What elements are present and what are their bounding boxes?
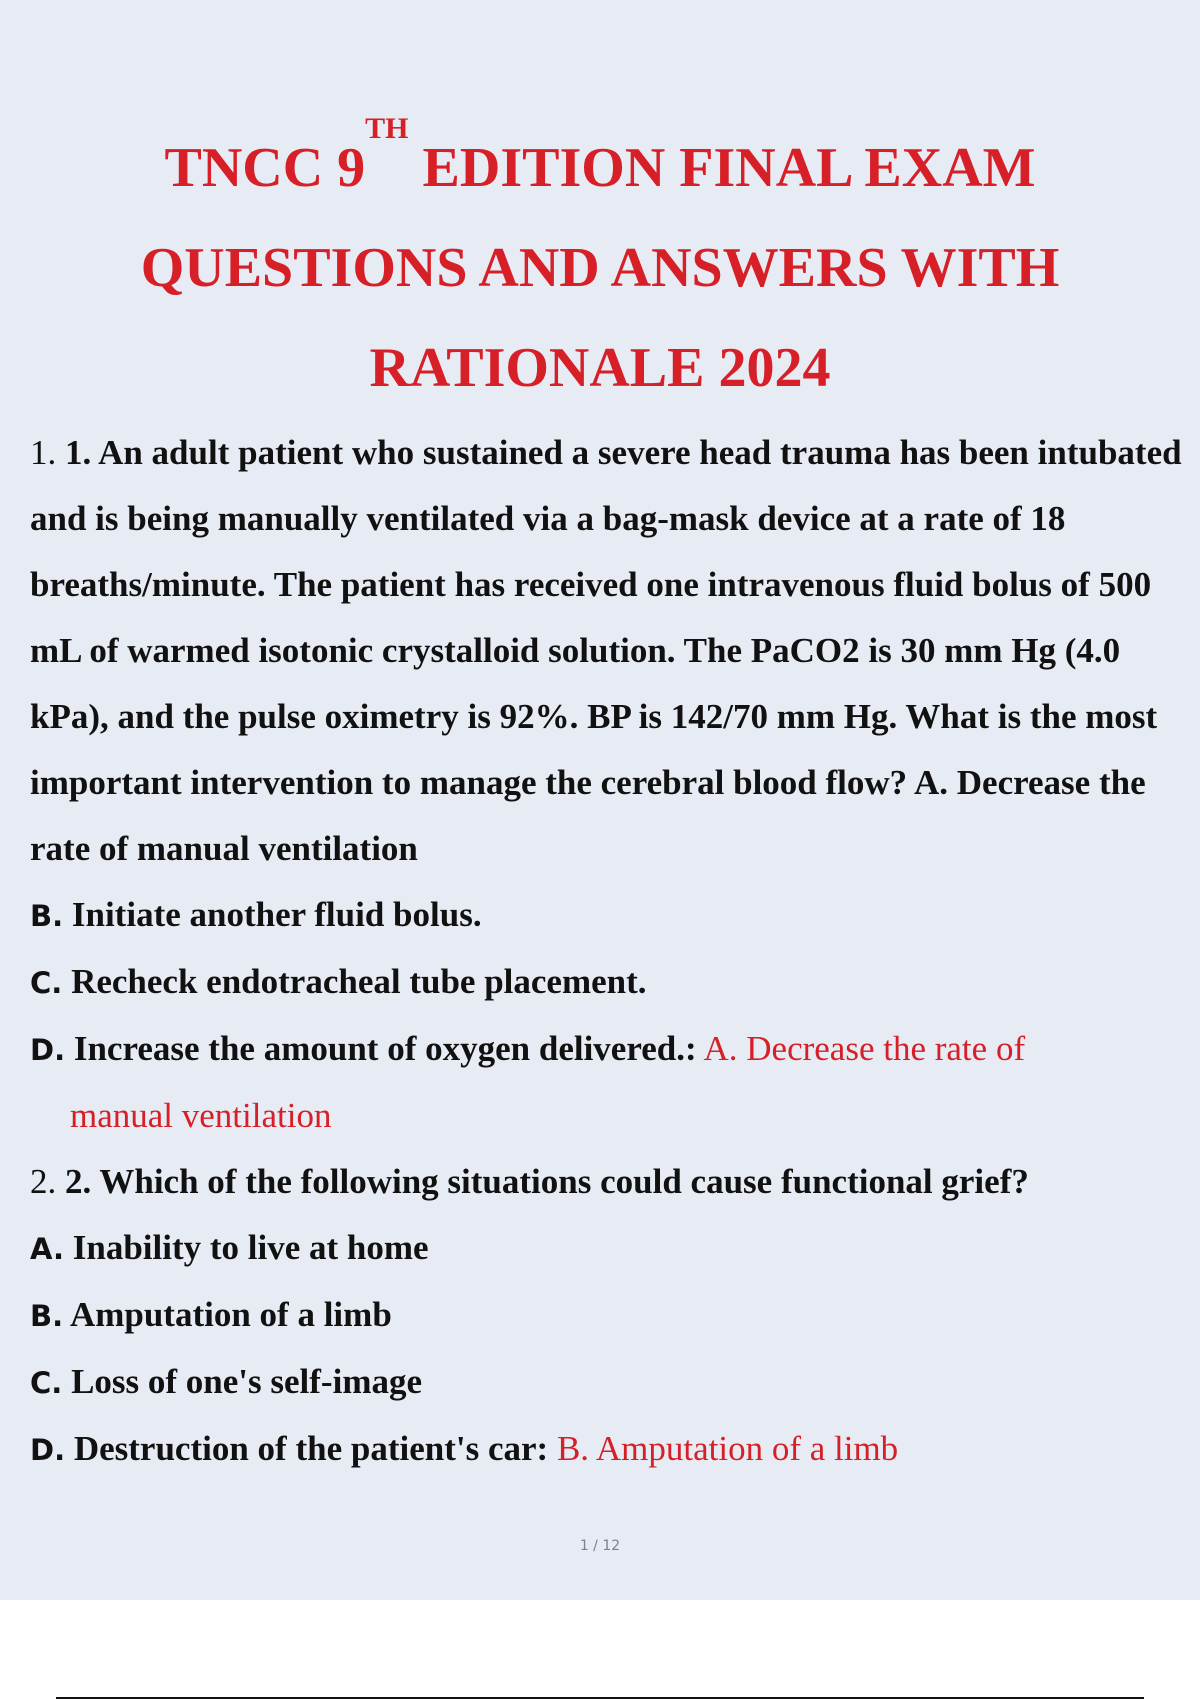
question-1-stem — [30, 420, 1190, 882]
option-letter: B. — [30, 1299, 64, 1333]
option-text: Recheck endotracheal tube placement. — [62, 962, 647, 1001]
option-text: Loss of one's self-image — [62, 1362, 423, 1401]
option-text: Initiate another fluid bolus. — [63, 895, 482, 934]
option-text: Inability to live at home — [64, 1228, 429, 1267]
title-line-1-end: EDITION FINAL EXAM — [408, 137, 1036, 199]
question-2-option-b — [30, 1282, 1190, 1349]
option-letter: D. — [30, 1033, 66, 1067]
question-2-stem — [30, 1149, 1190, 1215]
title-line-1-start: TNCC 9 — [164, 137, 366, 199]
page-indicator: 1 / 12 — [579, 1538, 621, 1554]
option-letter: D. — [30, 1433, 66, 1467]
title-line-2: QUESTIONS AND ANSWERS WITH — [140, 237, 1060, 299]
questions-list — [30, 420, 1190, 1483]
question-2-option-c — [30, 1349, 1190, 1416]
question-1 — [30, 420, 1190, 1149]
question-1-option-d — [30, 1016, 1190, 1083]
question-1-option-b — [30, 882, 1190, 949]
title-line-1 — [0, 112, 1200, 218]
document-title — [0, 112, 1200, 418]
title-superscript: TH — [365, 112, 409, 145]
question-1-number: 1. — [30, 433, 57, 472]
option-letter: B. — [30, 899, 64, 933]
option-text: Increase the amount of oxygen delivered.: — [65, 1029, 697, 1068]
question-1-text: 1. An adult patient who sustained a severe head trauma has been intubated and is being manually ventilated via a bag-mask device at a rate of 18 breaths/minute. The patient has received one intravenous fluid bolus of 500 mL of warmed isotonic crystalloid solution. The PaCO2 is 30 mm Hg (4.0 kPa), and the pulse oximetry is 92%. BP is 142/70 mm Hg. What is the most important intervention to manage the cerebral blood flow? A. Decrease the rate of manual ventilation — [30, 433, 1182, 868]
question-1-answer-continued: manual ventilation — [70, 1096, 332, 1135]
option-letter: A. — [30, 1232, 64, 1266]
question-2-option-a — [30, 1215, 1190, 1282]
option-letter: C. — [30, 1366, 63, 1400]
question-2-text: 2. Which of the following situations could cause functional grief? — [65, 1162, 1029, 1201]
question-2 — [30, 1149, 1190, 1483]
question-2-answer: B. Amputation of a limb — [556, 1429, 899, 1468]
question-2-option-d — [30, 1416, 1190, 1483]
option-text: Destruction of the patient's car: — [65, 1429, 549, 1468]
option-letter: C. — [30, 966, 63, 1000]
option-text: Amputation of a limb — [63, 1295, 392, 1334]
question-1-answer: A. Decrease the rate of — [703, 1029, 1026, 1068]
bottom-divider — [56, 1697, 1144, 1699]
question-2-number: 2. — [30, 1162, 57, 1201]
title-line-3: RATIONALE 2024 — [369, 337, 831, 399]
question-1-option-c — [30, 949, 1190, 1016]
